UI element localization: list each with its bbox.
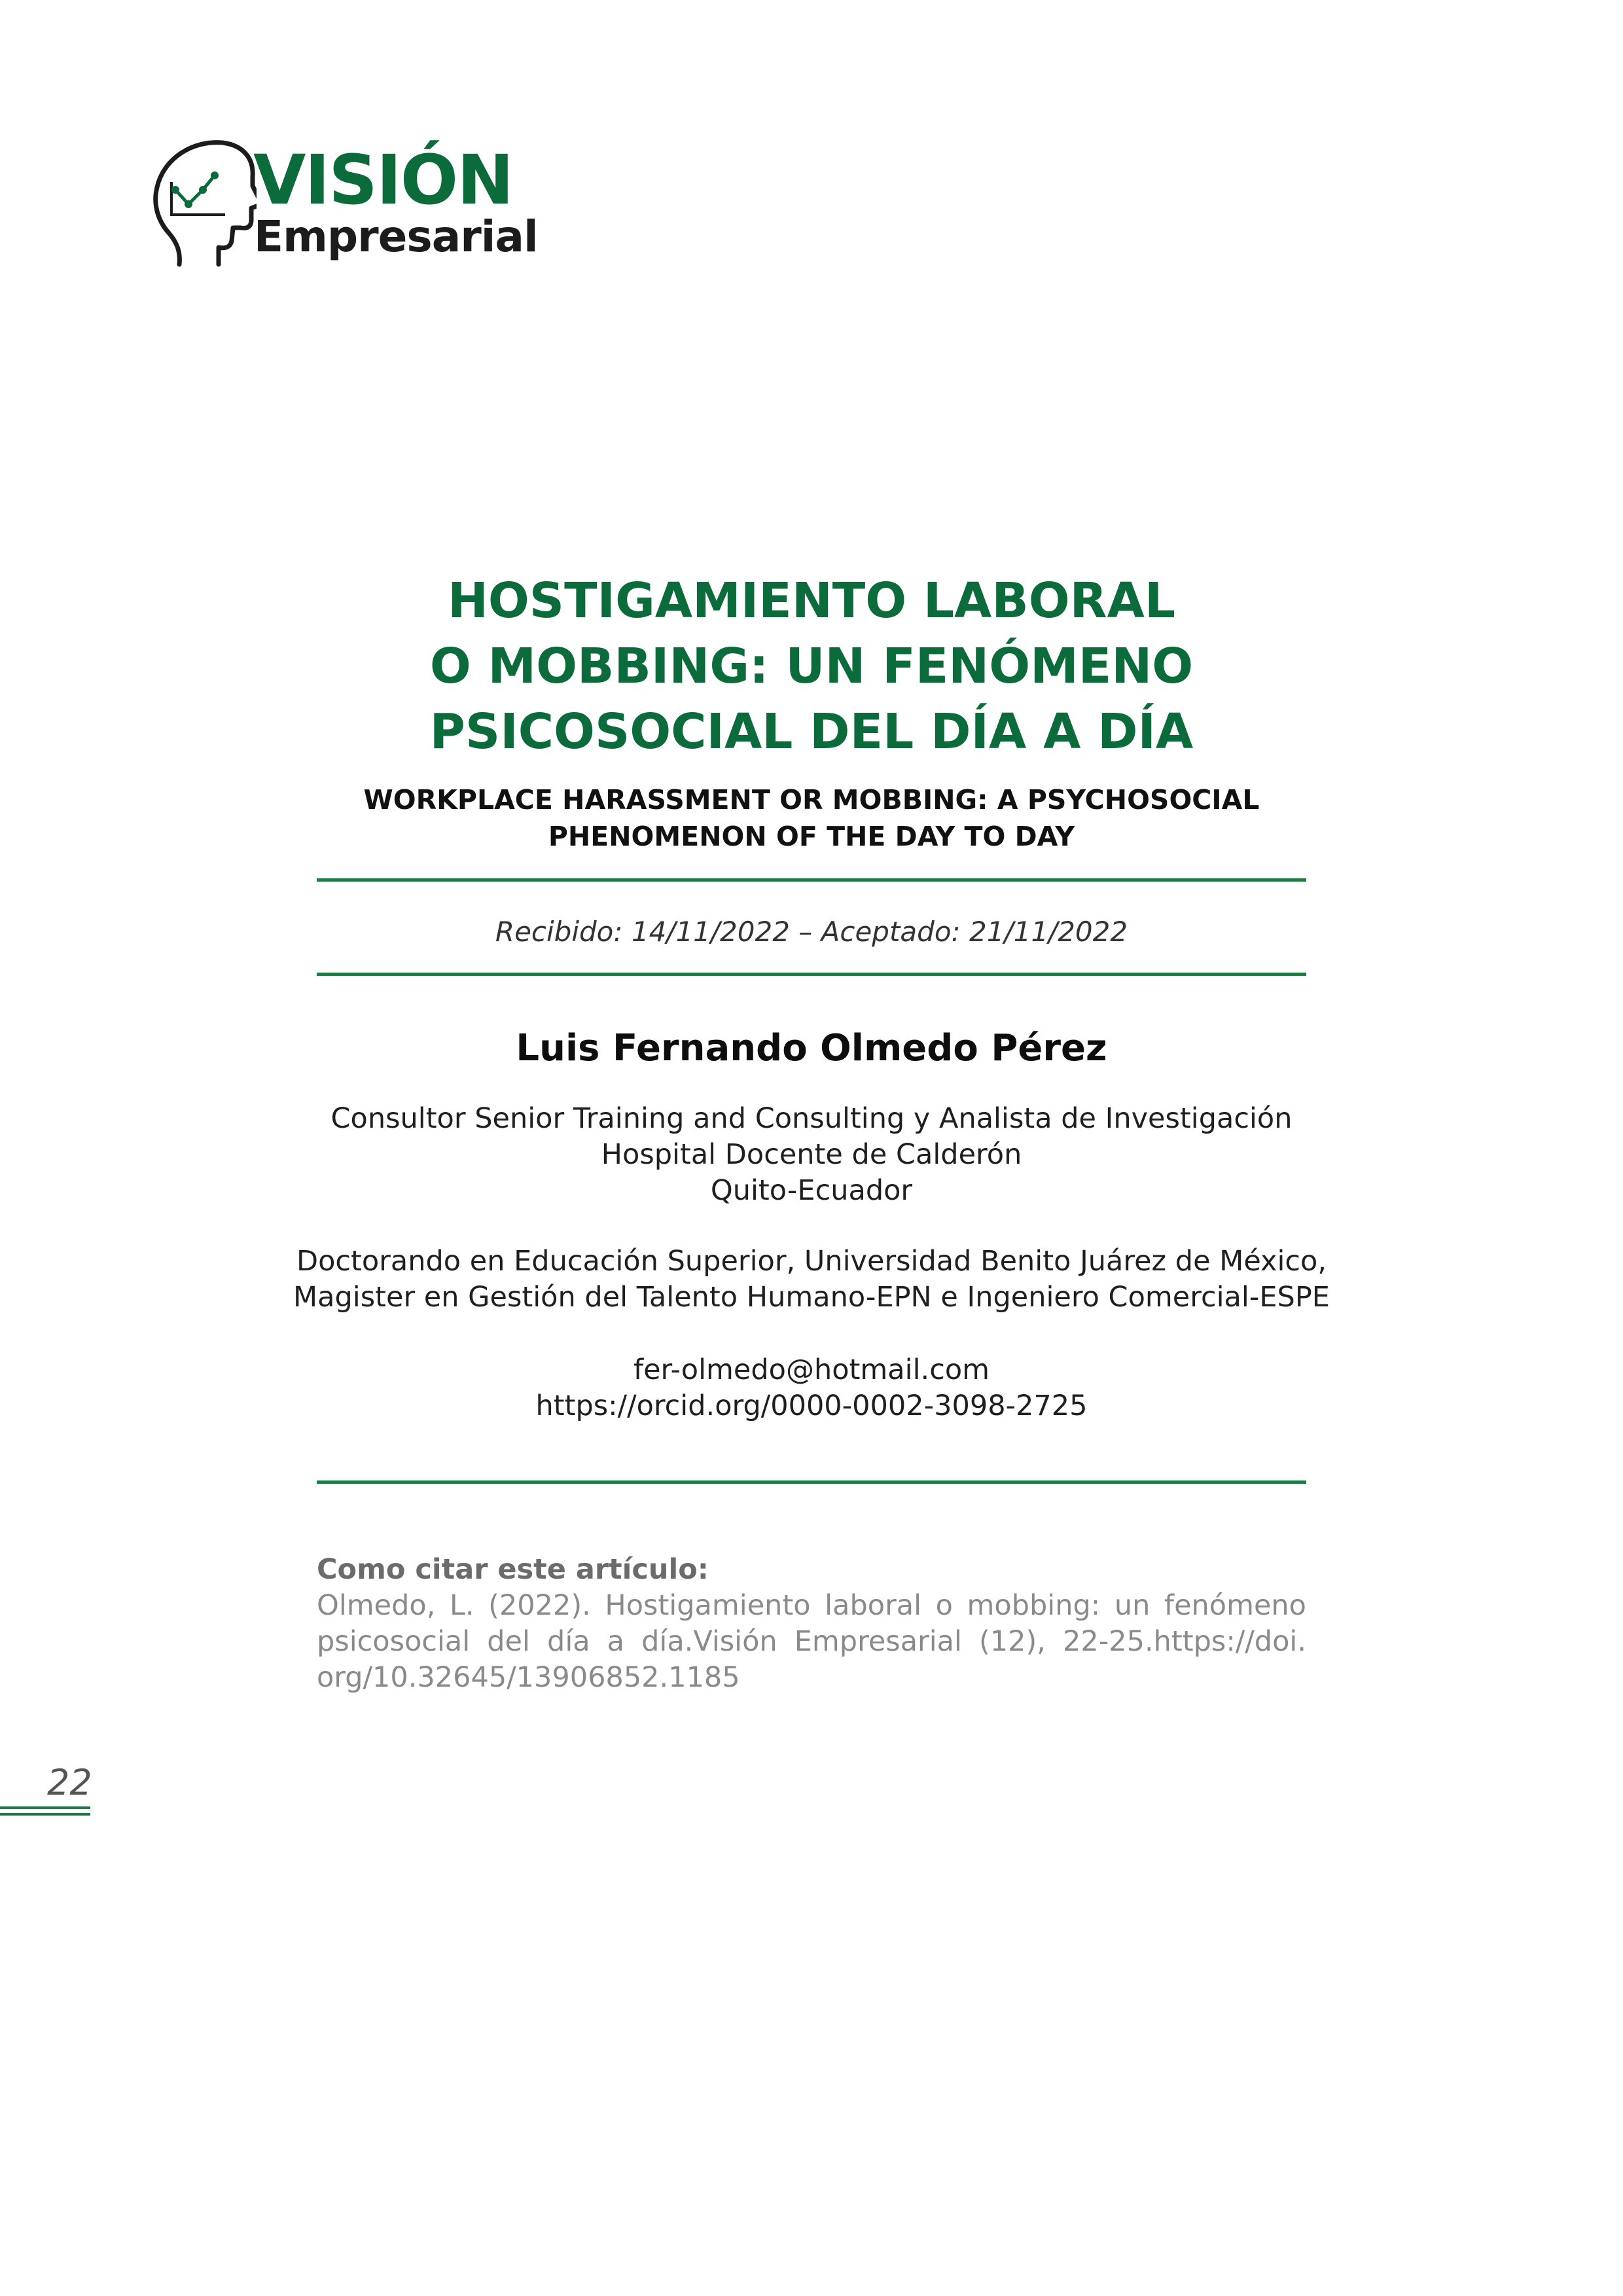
- journal-logo: [152, 136, 538, 267]
- page-number-rule: [0, 1813, 90, 1816]
- page-number: 22: [47, 1762, 92, 1803]
- author-degrees: [288, 1244, 1335, 1316]
- affiliation-line: Consultor Senior Training and Consulting y Analista de Investigación: [330, 1102, 1293, 1135]
- subtitle-line: PHENOMENON OF THE DAY TO DAY: [548, 821, 1075, 852]
- citation-text: [317, 1588, 1306, 1696]
- citation-line: psicosocial del día a día.Visión Empresarial (12), 22-25.https://doi.: [317, 1625, 1306, 1658]
- divider-middle: [317, 973, 1306, 976]
- subtitle-line: WORKPLACE HARASSMENT OR MOBBING: A PSYCHOSOCIAL: [363, 784, 1260, 816]
- author-email-link[interactable]: fer-olmedo@hotmail.com: [633, 1354, 990, 1386]
- citation-line: Olmedo, L. (2022). Hostigamiento laboral o mobbing: un fenómeno: [317, 1589, 1306, 1622]
- title-line: PSICOSOCIAL DEL DÍA A DÍA: [429, 704, 1194, 760]
- degrees-line: Doctorando en Educación Superior, Universidad Benito Juárez de México,: [296, 1245, 1327, 1278]
- title-line: HOSTIGAMIENTO LABORAL: [447, 573, 1176, 629]
- title-line: O MOBBING: UN FENÓMENO: [429, 638, 1194, 694]
- affiliation-line: Hospital Docente de Calderón: [601, 1138, 1022, 1171]
- head-growth-chart-icon: [152, 136, 257, 267]
- author-orcid-link[interactable]: https://orcid.org/0000-0002-3098-2725: [535, 1390, 1088, 1422]
- citation-doi-link[interactable]: org/10.32645/13906852.1185: [317, 1661, 740, 1694]
- divider-bottom: [317, 1480, 1306, 1484]
- received-accepted-dates: Recibido: 14/11/2022 – Aceptado: 21/11/2022: [495, 916, 1128, 948]
- article-title: [262, 568, 1361, 764]
- affiliation-location: Quito-Ecuador: [710, 1174, 913, 1207]
- author-name: Luis Fernando Olmedo Pérez: [516, 1027, 1107, 1069]
- divider-top: [317, 878, 1306, 882]
- page-number-rule: [0, 1806, 90, 1809]
- logo-word-empresarial: Empresarial: [254, 211, 538, 262]
- author-contact: [288, 1352, 1335, 1424]
- degrees-line: Magister en Gestión del Talento Humano-EPN e Ingeniero Comercial-ESPE: [293, 1281, 1330, 1314]
- citation-label: Como citar este artículo:: [317, 1553, 709, 1586]
- article-subtitle-english: [262, 781, 1361, 855]
- author-affiliation: [288, 1101, 1335, 1209]
- logo-word-vision: VISIÓN: [253, 140, 513, 220]
